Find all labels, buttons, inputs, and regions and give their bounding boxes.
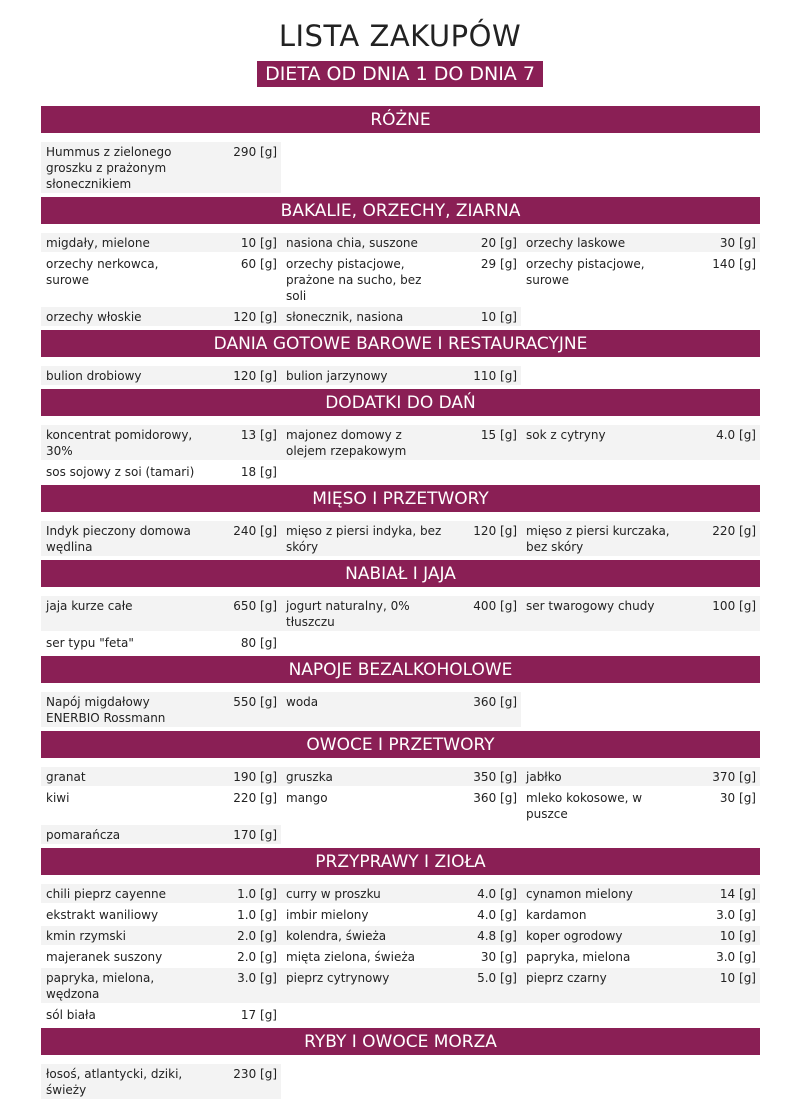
item-quantity: 190 [g] <box>233 770 277 784</box>
item-quantity: 80 [g] <box>240 636 277 650</box>
list-item <box>41 307 281 326</box>
item-name: chili pieprz cayenne <box>46 887 167 901</box>
list-item <box>281 767 521 786</box>
list-item <box>281 905 521 924</box>
items-row <box>41 767 760 788</box>
item-quantity: 370 [g] <box>712 770 756 784</box>
subtitle-wrap <box>0 61 800 87</box>
item-quantity: 17 [g] <box>240 1008 277 1022</box>
section-items <box>41 366 760 387</box>
item-quantity: 10 [g] <box>719 929 756 943</box>
item-name: kolendra, świeża <box>286 929 387 943</box>
item-quantity: 3.0 [g] <box>716 908 756 922</box>
items-row <box>41 366 760 387</box>
item-quantity: 4.0 [g] <box>716 428 756 442</box>
items-row <box>41 1005 760 1026</box>
item-quantity: 230 [g] <box>233 1067 277 1081</box>
list-item <box>41 692 281 727</box>
list-item <box>521 521 760 556</box>
list-item <box>41 767 281 786</box>
item-name: ser twarogowy chudy <box>526 599 655 613</box>
item-quantity: 100 [g] <box>712 599 756 613</box>
list-item <box>281 366 521 385</box>
list-item <box>521 233 760 252</box>
list-item <box>521 905 760 924</box>
item-quantity: 360 [g] <box>473 791 517 805</box>
list-item <box>281 425 521 460</box>
items-row <box>41 233 760 254</box>
section-header: PRZYPRAWY I ZIOŁA <box>41 848 760 875</box>
item-quantity: 2.0 [g] <box>237 929 277 943</box>
item-name: jabłko <box>526 770 562 784</box>
item-name: kardamon <box>526 908 587 922</box>
item-name: sól biała <box>46 1008 96 1022</box>
section-items <box>41 233 760 328</box>
items-row <box>41 692 760 729</box>
item-quantity: 15 [g] <box>480 428 517 442</box>
item-name: granat <box>46 770 86 784</box>
item-quantity: 1.0 [g] <box>237 887 277 901</box>
item-name: woda <box>286 695 319 709</box>
items-row <box>41 633 760 654</box>
item-quantity: 550 [g] <box>233 695 277 709</box>
list-item <box>41 825 281 844</box>
item-name: bulion jarzynowy <box>286 369 388 383</box>
item-quantity: 120 [g] <box>233 369 277 383</box>
item-name: orzechy nerkowca, surowe <box>46 257 159 287</box>
item-name: imbir mielony <box>286 908 369 922</box>
item-name: łosoś, atlantycki, dziki, świeży <box>46 1067 183 1097</box>
item-quantity: 1.0 [g] <box>237 908 277 922</box>
section-items <box>41 142 760 195</box>
section-header: MIĘSO I PRZETWORY <box>41 485 760 512</box>
items-row <box>41 521 760 558</box>
section-items <box>41 521 760 558</box>
section-items <box>41 596 760 654</box>
item-quantity: 4.8 [g] <box>477 929 517 943</box>
item-quantity: 2.0 [g] <box>237 950 277 964</box>
item-quantity: 30 [g] <box>480 950 517 964</box>
item-name: kiwi <box>46 791 70 805</box>
list-item <box>281 692 521 727</box>
list-item <box>281 521 521 556</box>
item-name: orzechy pistacjowe, prażone na sucho, bez soli <box>286 257 422 303</box>
item-name: sos sojowy z soi (tamari) <box>46 465 195 479</box>
list-item <box>41 884 281 903</box>
item-name: Indyk pieczony domowa wędlina <box>46 524 191 554</box>
list-item <box>41 1064 281 1099</box>
list-item <box>281 233 521 252</box>
section-header: RYBY I OWOCE MORZA <box>41 1028 760 1055</box>
items-row <box>41 884 760 905</box>
item-name: jogurt naturalny, 0% tłuszczu <box>286 599 410 629</box>
item-name: papryka, mielona, wędzona <box>46 971 155 1001</box>
list-item <box>41 462 281 481</box>
list-item <box>521 926 760 945</box>
list-item <box>281 788 521 823</box>
list-item <box>281 884 521 903</box>
item-name: gruszka <box>286 770 333 784</box>
item-quantity: 10 [g] <box>719 971 756 985</box>
list-item <box>281 947 521 966</box>
list-item <box>281 968 521 1003</box>
list-item <box>521 425 760 460</box>
item-quantity: 240 [g] <box>233 524 277 538</box>
list-item <box>41 947 281 966</box>
item-name: mięso z piersi kurczaka, bez skóry <box>526 524 670 554</box>
item-quantity: 13 [g] <box>240 428 277 442</box>
item-name: mięso z piersi indyka, bez skóry <box>286 524 442 554</box>
item-name: ekstrakt waniliowy <box>46 908 159 922</box>
section-header: NABIAŁ I JAJA <box>41 560 760 587</box>
section-header: RÓŻNE <box>41 106 760 133</box>
list-item <box>521 254 760 305</box>
section-items <box>41 884 760 1026</box>
items-row <box>41 825 760 846</box>
item-name: majonez domowy z olejem rzepakowym <box>286 428 407 458</box>
list-item <box>41 905 281 924</box>
items-row <box>41 947 760 968</box>
item-quantity: 4.0 [g] <box>477 908 517 922</box>
item-quantity: 170 [g] <box>233 828 277 842</box>
list-item <box>41 968 281 1003</box>
item-quantity: 360 [g] <box>473 695 517 709</box>
items-row <box>41 905 760 926</box>
items-row <box>41 142 760 195</box>
section-items <box>41 692 760 729</box>
section-items <box>41 1064 760 1101</box>
item-quantity: 30 [g] <box>719 791 756 805</box>
item-name: pieprz czarny <box>526 971 607 985</box>
list-item <box>281 596 521 631</box>
item-quantity: 20 [g] <box>480 236 517 250</box>
item-name: sok z cytryny <box>526 428 606 442</box>
section-header: DANIA GOTOWE BAROWE I RESTAURACYJNE <box>41 330 760 357</box>
item-name: orzechy pistacjowe, surowe <box>526 257 645 287</box>
item-quantity: 120 [g] <box>233 310 277 324</box>
item-name: ser typu "feta" <box>46 636 134 650</box>
item-name: cynamon mielony <box>526 887 633 901</box>
item-name: Napój migdałowy ENERBIO Rossmann <box>46 695 166 725</box>
item-name: mango <box>286 791 328 805</box>
item-name: orzechy włoskie <box>46 310 142 324</box>
item-quantity: 120 [g] <box>473 524 517 538</box>
section-header: NAPOJE BEZALKOHOLOWE <box>41 656 760 683</box>
item-quantity: 30 [g] <box>719 236 756 250</box>
item-name: słonecznik, nasiona <box>286 310 404 324</box>
item-name: koper ogrodowy <box>526 929 623 943</box>
list-item <box>281 254 521 305</box>
section-header: OWOCE I PRZETWORY <box>41 731 760 758</box>
item-name: pomarańcza <box>46 828 121 842</box>
item-name: Hummus z zielonego groszku z prażonym słonecznikiem <box>46 145 172 191</box>
list-item <box>41 926 281 945</box>
list-item <box>521 596 760 631</box>
item-quantity: 60 [g] <box>240 257 277 271</box>
section-header: DODATKI DO DAŃ <box>41 389 760 416</box>
item-quantity: 400 [g] <box>473 599 517 613</box>
item-quantity: 3.0 [g] <box>237 971 277 985</box>
item-name: majeranek suszony <box>46 950 163 964</box>
items-row <box>41 968 760 1005</box>
item-quantity: 14 [g] <box>719 887 756 901</box>
item-quantity: 650 [g] <box>233 599 277 613</box>
item-quantity: 4.0 [g] <box>477 887 517 901</box>
items-row <box>41 596 760 633</box>
items-row <box>41 462 760 483</box>
item-quantity: 290 [g] <box>233 145 277 159</box>
list-item <box>281 307 521 326</box>
item-name: papryka, mielona <box>526 950 631 964</box>
items-row <box>41 425 760 462</box>
item-name: bulion drobiowy <box>46 369 142 383</box>
item-name: koncentrat pomidorowy, 30% <box>46 428 193 458</box>
list-item <box>41 788 281 823</box>
list-item <box>41 142 281 193</box>
items-row <box>41 254 760 307</box>
item-quantity: 18 [g] <box>240 465 277 479</box>
page-title: LISTA ZAKUPÓW <box>278 19 522 53</box>
section-header: BAKALIE, ORZECHY, ZIARNA <box>41 197 760 224</box>
item-quantity: 220 [g] <box>712 524 756 538</box>
item-quantity: 140 [g] <box>712 257 756 271</box>
list-item <box>41 521 281 556</box>
items-row <box>41 307 760 328</box>
item-quantity: 10 [g] <box>480 310 517 324</box>
item-name: curry w proszku <box>286 887 381 901</box>
item-name: jaja kurze całe <box>46 599 133 613</box>
list-item <box>521 788 760 823</box>
item-quantity: 29 [g] <box>480 257 517 271</box>
list-item <box>281 926 521 945</box>
item-quantity: 350 [g] <box>473 770 517 784</box>
list-item <box>41 596 281 631</box>
item-name: nasiona chia, suszone <box>286 236 418 250</box>
item-quantity: 3.0 [g] <box>716 950 756 964</box>
item-quantity: 10 [g] <box>240 236 277 250</box>
list-item <box>521 767 760 786</box>
list-item <box>41 425 281 460</box>
section-items <box>41 425 760 483</box>
items-row <box>41 788 760 825</box>
item-quantity: 110 [g] <box>473 369 517 383</box>
item-quantity: 5.0 [g] <box>477 971 517 985</box>
item-name: pieprz cytrynowy <box>286 971 390 985</box>
list-item <box>41 366 281 385</box>
list-item <box>521 947 760 966</box>
item-name: kmin rzymski <box>46 929 126 943</box>
item-name: mięta zielona, świeża <box>286 950 415 964</box>
list-item <box>41 233 281 252</box>
item-name: orzechy laskowe <box>526 236 626 250</box>
shopping-list <box>41 106 760 1103</box>
list-item <box>41 254 281 305</box>
item-name: migdały, mielone <box>46 236 150 250</box>
diet-subtitle: DIETA OD DNIA 1 DO DNIA 7 <box>257 61 543 87</box>
list-item <box>41 633 281 652</box>
list-item <box>521 968 760 1003</box>
section-items <box>41 767 760 846</box>
item-name: mleko kokosowe, w puszce <box>526 791 643 821</box>
list-item <box>521 884 760 903</box>
items-row <box>41 1064 760 1101</box>
item-quantity: 220 [g] <box>233 791 277 805</box>
items-row <box>41 926 760 947</box>
list-item <box>41 1005 281 1024</box>
